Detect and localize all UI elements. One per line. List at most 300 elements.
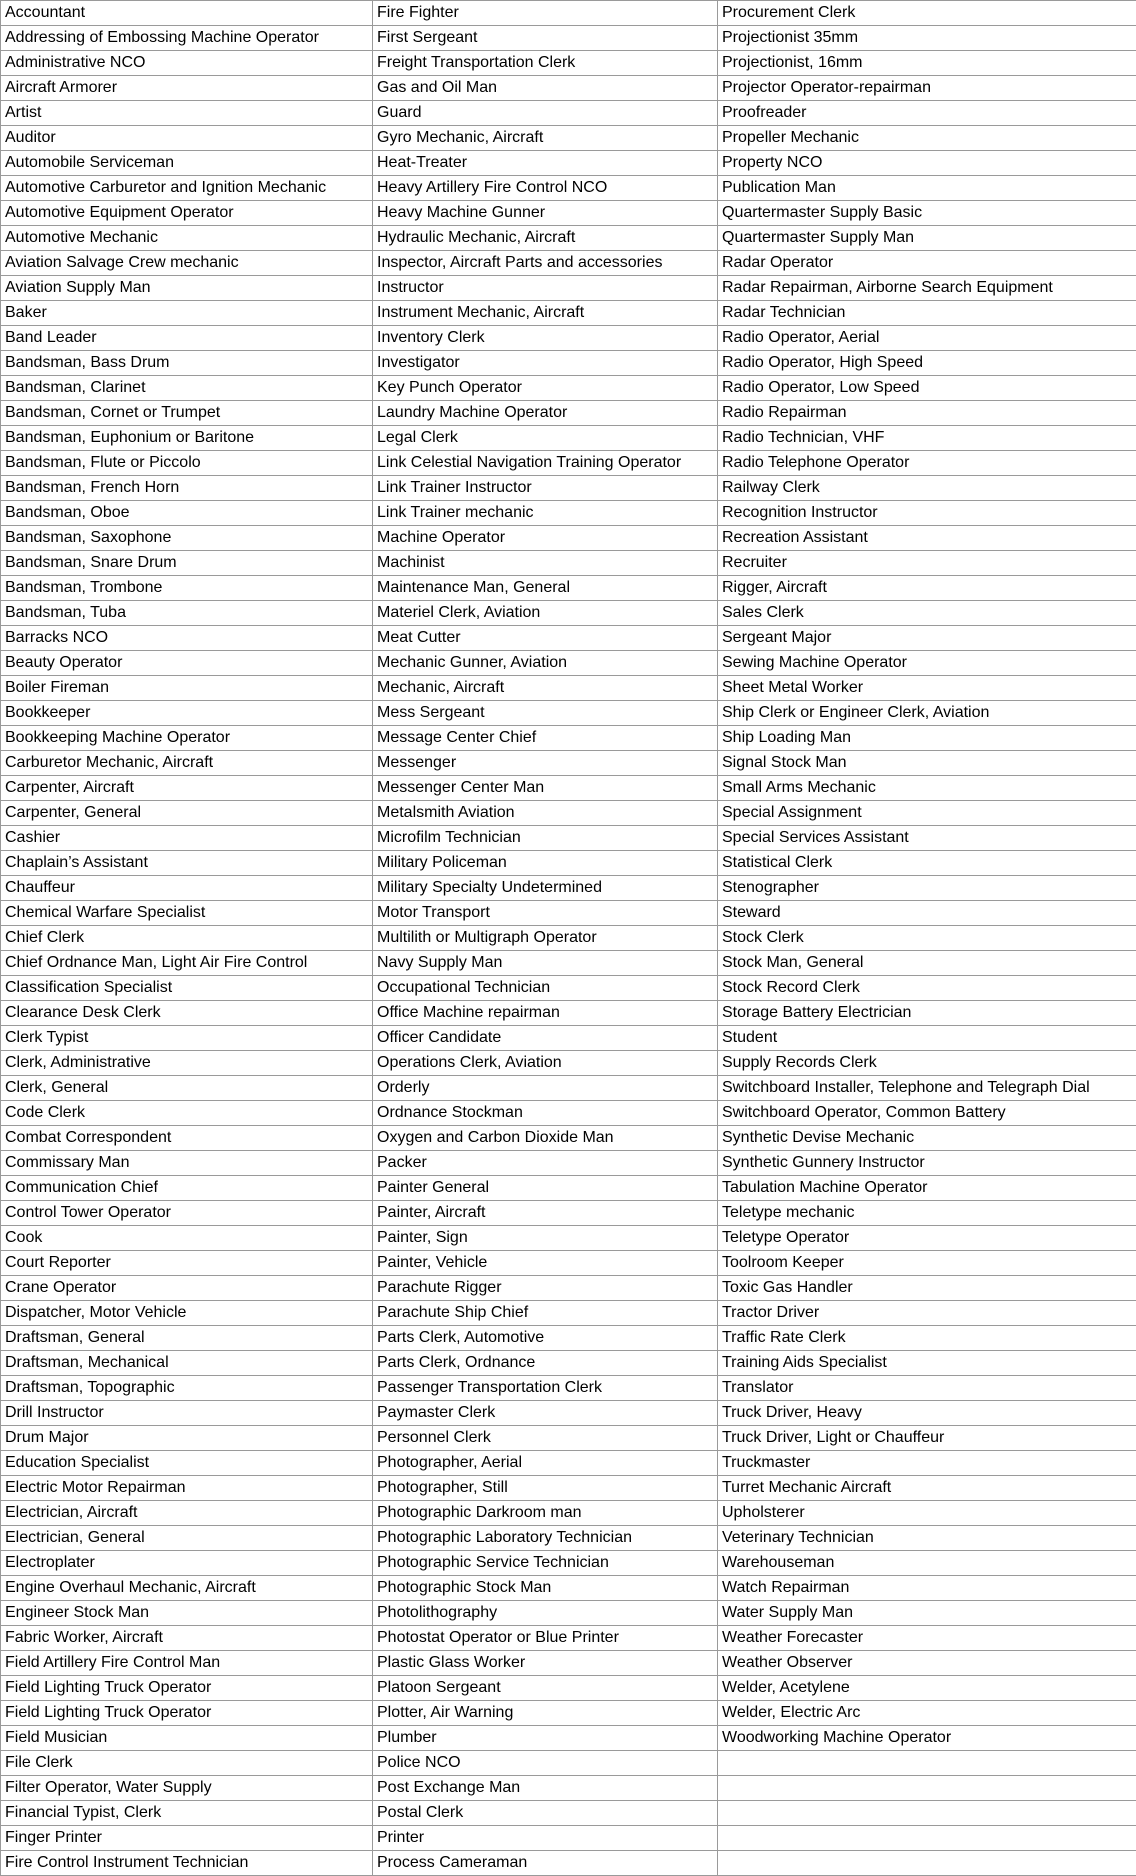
table-row: [1, 876, 1136, 901]
table-cell[interactable]: Platoon Sergeant: [373, 1676, 718, 1701]
table-cell[interactable]: Court Reporter: [1, 1251, 373, 1276]
table-cell[interactable]: Administrative NCO: [1, 51, 373, 76]
table-row: [1, 226, 1136, 251]
table-cell[interactable]: Heat-Treater: [373, 151, 718, 176]
table-cell[interactable]: Special Services Assistant: [718, 826, 1136, 851]
table-cell[interactable]: [718, 1826, 1136, 1851]
table-cell[interactable]: Stock Record Clerk: [718, 976, 1136, 1001]
table-cell[interactable]: Photographic Laboratory Technician: [373, 1526, 718, 1551]
table-cell[interactable]: Recognition Instructor: [718, 501, 1136, 526]
table-cell[interactable]: Multilith or Multigraph Operator: [373, 926, 718, 951]
table-cell[interactable]: Bandsman, Bass Drum: [1, 351, 373, 376]
table-cell[interactable]: Metalsmith Aviation: [373, 801, 718, 826]
table-cell[interactable]: Fabric Worker, Aircraft: [1, 1626, 373, 1651]
table-row: [1, 401, 1136, 426]
table-cell[interactable]: Aircraft Armorer: [1, 76, 373, 101]
table-cell[interactable]: Guard: [373, 101, 718, 126]
table-row: [1, 1251, 1136, 1276]
table-cell[interactable]: Plotter, Air Warning: [373, 1701, 718, 1726]
table-cell[interactable]: Watch Repairman: [718, 1576, 1136, 1601]
table-cell[interactable]: Electric Motor Repairman: [1, 1476, 373, 1501]
table-row: [1, 951, 1136, 976]
table-cell[interactable]: Tabulation Machine Operator: [718, 1176, 1136, 1201]
table-row: [1, 201, 1136, 226]
table-cell[interactable]: Gas and Oil Man: [373, 76, 718, 101]
table-row: [1, 1426, 1136, 1451]
table-cell[interactable]: Parachute Ship Chief: [373, 1301, 718, 1326]
table-cell[interactable]: Auditor: [1, 126, 373, 151]
table-row: [1, 1026, 1136, 1051]
table-row: [1, 1451, 1136, 1476]
table-body: [1, 1, 1136, 1876]
table-row: [1, 776, 1136, 801]
table-row: [1, 351, 1136, 376]
table-row: [1, 976, 1136, 1001]
table-cell[interactable]: Toolroom Keeper: [718, 1251, 1136, 1276]
table-cell[interactable]: Message Center Chief: [373, 726, 718, 751]
table-cell[interactable]: Artist: [1, 101, 373, 126]
table-cell[interactable]: Projectionist, 16mm: [718, 51, 1136, 76]
table-cell[interactable]: Tractor Driver: [718, 1301, 1136, 1326]
table-cell[interactable]: Photographic Stock Man: [373, 1576, 718, 1601]
table-cell[interactable]: Link Trainer Instructor: [373, 476, 718, 501]
table-cell[interactable]: Drum Major: [1, 1426, 373, 1451]
table-cell[interactable]: Student: [718, 1026, 1136, 1051]
table-cell[interactable]: Band Leader: [1, 326, 373, 351]
table-row: [1, 501, 1136, 526]
table-cell[interactable]: Engineer Stock Man: [1, 1601, 373, 1626]
table-cell[interactable]: Clerk Typist: [1, 1026, 373, 1051]
table-cell[interactable]: Personnel Clerk: [373, 1426, 718, 1451]
table-row: [1, 126, 1136, 151]
table-cell[interactable]: Parts Clerk, Ordnance: [373, 1351, 718, 1376]
table-cell[interactable]: Upholsterer: [718, 1501, 1136, 1526]
table-cell[interactable]: Education Specialist: [1, 1451, 373, 1476]
table-cell[interactable]: Weather Observer: [718, 1651, 1136, 1676]
table-row: [1, 601, 1136, 626]
table-row: [1, 1101, 1136, 1126]
table-cell[interactable]: First Sergeant: [373, 26, 718, 51]
table-cell[interactable]: Radio Operator, Low Speed: [718, 376, 1136, 401]
table-cell[interactable]: Engine Overhaul Mechanic, Aircraft: [1, 1576, 373, 1601]
table-cell[interactable]: Steward: [718, 901, 1136, 926]
table-cell[interactable]: [718, 1851, 1136, 1876]
table-cell[interactable]: Baker: [1, 301, 373, 326]
table-cell[interactable]: Storage Battery Electrician: [718, 1001, 1136, 1026]
table-cell[interactable]: Parts Clerk, Automotive: [373, 1326, 718, 1351]
table-cell[interactable]: Chauffeur: [1, 876, 373, 901]
table-cell[interactable]: Radio Technician, VHF: [718, 426, 1136, 451]
table-cell[interactable]: Mechanic Gunner, Aviation: [373, 651, 718, 676]
table-cell[interactable]: Painter, Aircraft: [373, 1201, 718, 1226]
table-cell[interactable]: Painter General: [373, 1176, 718, 1201]
table-cell[interactable]: Mechanic, Aircraft: [373, 676, 718, 701]
table-cell[interactable]: Truck Driver, Light or Chauffeur: [718, 1426, 1136, 1451]
table-cell[interactable]: Bandsman, Flute or Piccolo: [1, 451, 373, 476]
table-row: [1, 1701, 1136, 1726]
table-cell[interactable]: Barracks NCO: [1, 626, 373, 651]
table-cell[interactable]: Switchboard Installer, Telephone and Telegraph Dial: [718, 1076, 1136, 1101]
table-cell[interactable]: Mess Sergeant: [373, 701, 718, 726]
table-cell[interactable]: Chief Clerk: [1, 926, 373, 951]
table-cell[interactable]: Recreation Assistant: [718, 526, 1136, 551]
table-cell[interactable]: Small Arms Mechanic: [718, 776, 1136, 801]
table-cell[interactable]: Woodworking Machine Operator: [718, 1726, 1136, 1751]
table-cell[interactable]: Truck Driver, Heavy: [718, 1401, 1136, 1426]
table-cell[interactable]: Oxygen and Carbon Dioxide Man: [373, 1126, 718, 1151]
table-row: [1, 1651, 1136, 1676]
table-row: [1, 626, 1136, 651]
table-row: [1, 1001, 1136, 1026]
table-row: [1, 1301, 1136, 1326]
table-cell[interactable]: Meat Cutter: [373, 626, 718, 651]
table-row: [1, 1326, 1136, 1351]
table-cell[interactable]: Instrument Mechanic, Aircraft: [373, 301, 718, 326]
table-cell[interactable]: Painter, Sign: [373, 1226, 718, 1251]
table-cell[interactable]: Field Artillery Fire Control Man: [1, 1651, 373, 1676]
table-row: [1, 576, 1136, 601]
table-row: [1, 426, 1136, 451]
table-cell[interactable]: Key Punch Operator: [373, 376, 718, 401]
table-cell[interactable]: Addressing of Embossing Machine Operator: [1, 26, 373, 51]
table-row: [1, 651, 1136, 676]
table-cell[interactable]: Photographer, Aerial: [373, 1451, 718, 1476]
table-row: [1, 1176, 1136, 1201]
table-cell[interactable]: Materiel Clerk, Aviation: [373, 601, 718, 626]
table-cell[interactable]: Drill Instructor: [1, 1401, 373, 1426]
table-cell[interactable]: Post Exchange Man: [373, 1776, 718, 1801]
table-row: [1, 1076, 1136, 1101]
table-cell[interactable]: Railway Clerk: [718, 476, 1136, 501]
table-cell[interactable]: Packer: [373, 1151, 718, 1176]
table-cell[interactable]: Chief Ordnance Man, Light Air Fire Control: [1, 951, 373, 976]
table-cell[interactable]: Code Clerk: [1, 1101, 373, 1126]
table-cell[interactable]: Weather Forecaster: [718, 1626, 1136, 1651]
table-cell[interactable]: Automobile Serviceman: [1, 151, 373, 176]
table-cell[interactable]: Electroplater: [1, 1551, 373, 1576]
table-cell[interactable]: [718, 1801, 1136, 1826]
table-cell[interactable]: Dispatcher, Motor Vehicle: [1, 1301, 373, 1326]
table-cell[interactable]: Control Tower Operator: [1, 1201, 373, 1226]
table-row: [1, 101, 1136, 126]
table-cell[interactable]: Veterinary Technician: [718, 1526, 1136, 1551]
table-cell[interactable]: Bookkeeper: [1, 701, 373, 726]
table-row: [1, 276, 1136, 301]
table-cell[interactable]: Teletype mechanic: [718, 1201, 1136, 1226]
table-row: [1, 701, 1136, 726]
table-cell[interactable]: Photographer, Still: [373, 1476, 718, 1501]
table-row: [1, 326, 1136, 351]
table-cell[interactable]: Bandsman, Clarinet: [1, 376, 373, 401]
table-row: [1, 26, 1136, 51]
table-cell[interactable]: Motor Transport: [373, 901, 718, 926]
table-cell[interactable]: Procurement Clerk: [718, 1, 1136, 26]
table-row: [1, 1751, 1136, 1776]
table-cell[interactable]: Electrician, Aircraft: [1, 1501, 373, 1526]
table-cell[interactable]: Quartermaster Supply Basic: [718, 201, 1136, 226]
table-row: [1, 1201, 1136, 1226]
table-cell[interactable]: Photostat Operator or Blue Printer: [373, 1626, 718, 1651]
table-cell[interactable]: Switchboard Operator, Common Battery: [718, 1101, 1136, 1126]
table-cell[interactable]: Warehouseman: [718, 1551, 1136, 1576]
table-cell[interactable]: Beauty Operator: [1, 651, 373, 676]
table-cell[interactable]: Inventory Clerk: [373, 326, 718, 351]
table-cell[interactable]: Clearance Desk Clerk: [1, 1001, 373, 1026]
table-cell[interactable]: [718, 1776, 1136, 1801]
table-row: [1, 751, 1136, 776]
table-row: [1, 1676, 1136, 1701]
table-cell[interactable]: Maintenance Man, General: [373, 576, 718, 601]
table-row: [1, 676, 1136, 701]
table-cell[interactable]: Special Assignment: [718, 801, 1136, 826]
table-cell[interactable]: Welder, Electric Arc: [718, 1701, 1136, 1726]
table-cell[interactable]: Investigator: [373, 351, 718, 376]
table-cell[interactable]: Military Specialty Undetermined: [373, 876, 718, 901]
table-cell[interactable]: Electrician, General: [1, 1526, 373, 1551]
table-cell[interactable]: Draftsman, Mechanical: [1, 1351, 373, 1376]
table-cell[interactable]: File Clerk: [1, 1751, 373, 1776]
table-row: [1, 551, 1136, 576]
table-cell[interactable]: Sergeant Major: [718, 626, 1136, 651]
table-cell[interactable]: Process Cameraman: [373, 1851, 718, 1876]
table-cell[interactable]: Field Lighting Truck Operator: [1, 1676, 373, 1701]
table-cell[interactable]: Clerk, General: [1, 1076, 373, 1101]
table-cell[interactable]: Photolithography: [373, 1601, 718, 1626]
table-row: [1, 1826, 1136, 1851]
table-cell[interactable]: Bandsman, Euphonium or Baritone: [1, 426, 373, 451]
table-cell[interactable]: Radio Telephone Operator: [718, 451, 1136, 476]
table-cell[interactable]: Supply Records Clerk: [718, 1051, 1136, 1076]
table-cell[interactable]: Plastic Glass Worker: [373, 1651, 718, 1676]
table-cell[interactable]: Instructor: [373, 276, 718, 301]
table-cell[interactable]: Cook: [1, 1226, 373, 1251]
table-row: [1, 1401, 1136, 1426]
table-cell[interactable]: Photographic Darkroom man: [373, 1501, 718, 1526]
table-cell[interactable]: Parachute Rigger: [373, 1276, 718, 1301]
table-cell[interactable]: Teletype Operator: [718, 1226, 1136, 1251]
table-row: [1, 151, 1136, 176]
table-cell[interactable]: Machine Operator: [373, 526, 718, 551]
table-cell[interactable]: Bandsman, French Horn: [1, 476, 373, 501]
table-row: [1, 1726, 1136, 1751]
table-row: [1, 1276, 1136, 1301]
table-row: [1, 901, 1136, 926]
table-cell[interactable]: Field Lighting Truck Operator: [1, 1701, 373, 1726]
table-row: [1, 1151, 1136, 1176]
table-cell[interactable]: Bandsman, Snare Drum: [1, 551, 373, 576]
table-row: [1, 1801, 1136, 1826]
table-cell[interactable]: Photographic Service Technician: [373, 1551, 718, 1576]
table-cell[interactable]: Passenger Transportation Clerk: [373, 1376, 718, 1401]
table-cell[interactable]: Recruiter: [718, 551, 1136, 576]
table-cell[interactable]: Radio Operator, High Speed: [718, 351, 1136, 376]
table-cell[interactable]: Communication Chief: [1, 1176, 373, 1201]
table-cell[interactable]: Turret Mechanic Aircraft: [718, 1476, 1136, 1501]
table-cell[interactable]: Draftsman, Topographic: [1, 1376, 373, 1401]
table-cell[interactable]: Truckmaster: [718, 1451, 1136, 1476]
table-cell[interactable]: Officer Candidate: [373, 1026, 718, 1051]
table-cell[interactable]: Quartermaster Supply Man: [718, 226, 1136, 251]
table-row: [1, 1051, 1136, 1076]
table-cell[interactable]: Heavy Machine Gunner: [373, 201, 718, 226]
table-cell[interactable]: Draftsman, General: [1, 1326, 373, 1351]
table-cell[interactable]: Training Aids Specialist: [718, 1351, 1136, 1376]
table-row: [1, 726, 1136, 751]
table-row: [1, 926, 1136, 951]
table-cell[interactable]: Radar Technician: [718, 301, 1136, 326]
table-cell[interactable]: Radar Repairman, Airborne Search Equipment: [718, 276, 1136, 301]
table-cell[interactable]: Ship Clerk or Engineer Clerk, Aviation: [718, 701, 1136, 726]
table-cell[interactable]: Automotive Mechanic: [1, 226, 373, 251]
table-cell[interactable]: Heavy Artillery Fire Control NCO: [373, 176, 718, 201]
table-cell[interactable]: Traffic Rate Clerk: [718, 1326, 1136, 1351]
table-row: [1, 1601, 1136, 1626]
table-cell[interactable]: Carburetor Mechanic, Aircraft: [1, 751, 373, 776]
table-row: [1, 1351, 1136, 1376]
table-cell[interactable]: Navy Supply Man: [373, 951, 718, 976]
table-cell[interactable]: Clerk, Administrative: [1, 1051, 373, 1076]
table-row: [1, 1476, 1136, 1501]
table-cell[interactable]: Fire Fighter: [373, 1, 718, 26]
table-cell[interactable]: Bookkeeping Machine Operator: [1, 726, 373, 751]
table-cell[interactable]: Office Machine repairman: [373, 1001, 718, 1026]
table-row: [1, 1576, 1136, 1601]
table-cell[interactable]: Projectionist 35mm: [718, 26, 1136, 51]
table-cell[interactable]: Signal Stock Man: [718, 751, 1136, 776]
table-cell[interactable]: Ship Loading Man: [718, 726, 1136, 751]
table-cell[interactable]: Sales Clerk: [718, 601, 1136, 626]
table-cell[interactable]: Fire Control Instrument Technician: [1, 1851, 373, 1876]
table-cell[interactable]: Bandsman, Tuba: [1, 601, 373, 626]
table-cell[interactable]: Chaplain’s Assistant: [1, 851, 373, 876]
table-row: [1, 1376, 1136, 1401]
table-cell[interactable]: Messenger Center Man: [373, 776, 718, 801]
table-cell[interactable]: Statistical Clerk: [718, 851, 1136, 876]
table-cell[interactable]: Plumber: [373, 1726, 718, 1751]
table-cell[interactable]: Microfilm Technician: [373, 826, 718, 851]
table-cell[interactable]: Machinist: [373, 551, 718, 576]
table-row: [1, 451, 1136, 476]
table-cell[interactable]: Accountant: [1, 1, 373, 26]
table-cell[interactable]: Bandsman, Trombone: [1, 576, 373, 601]
table-cell[interactable]: Commissary Man: [1, 1151, 373, 1176]
table-cell[interactable]: Carpenter, General: [1, 801, 373, 826]
table-cell[interactable]: Water Supply Man: [718, 1601, 1136, 1626]
table-row: [1, 1626, 1136, 1651]
table-row: [1, 1501, 1136, 1526]
table-cell[interactable]: [718, 1751, 1136, 1776]
table-row: [1, 251, 1136, 276]
table-cell[interactable]: Laundry Machine Operator: [373, 401, 718, 426]
table-cell[interactable]: Crane Operator: [1, 1276, 373, 1301]
table-row: [1, 526, 1136, 551]
table-row: [1, 376, 1136, 401]
table-cell[interactable]: Gyro Mechanic, Aircraft: [373, 126, 718, 151]
table-cell[interactable]: Freight Transportation Clerk: [373, 51, 718, 76]
table-row: [1, 176, 1136, 201]
table-cell[interactable]: Synthetic Gunnery Instructor: [718, 1151, 1136, 1176]
table-cell[interactable]: Ordnance Stockman: [373, 1101, 718, 1126]
table-cell[interactable]: Hydraulic Mechanic, Aircraft: [373, 226, 718, 251]
table-cell[interactable]: Property NCO: [718, 151, 1136, 176]
table-cell[interactable]: Filter Operator, Water Supply: [1, 1776, 373, 1801]
table-cell[interactable]: Carpenter, Aircraft: [1, 776, 373, 801]
table-cell[interactable]: Operations Clerk, Aviation: [373, 1051, 718, 1076]
table-cell[interactable]: Stenographer: [718, 876, 1136, 901]
table-row: [1, 1226, 1136, 1251]
table-cell[interactable]: Synthetic Devise Mechanic: [718, 1126, 1136, 1151]
table-cell[interactable]: Proofreader: [718, 101, 1136, 126]
table-row: [1, 1551, 1136, 1576]
table-cell[interactable]: Toxic Gas Handler: [718, 1276, 1136, 1301]
table-cell[interactable]: Translator: [718, 1376, 1136, 1401]
table-cell[interactable]: Printer: [373, 1826, 718, 1851]
table-cell[interactable]: Bandsman, Cornet or Trumpet: [1, 401, 373, 426]
table-cell[interactable]: Orderly: [373, 1076, 718, 1101]
table-cell[interactable]: Projector Operator-repairman: [718, 76, 1136, 101]
table-cell[interactable]: Messenger: [373, 751, 718, 776]
table-cell[interactable]: Postal Clerk: [373, 1801, 718, 1826]
table-cell[interactable]: Stock Man, General: [718, 951, 1136, 976]
table-cell[interactable]: Publication Man: [718, 176, 1136, 201]
table-cell[interactable]: Bandsman, Saxophone: [1, 526, 373, 551]
table-row: [1, 1851, 1136, 1876]
table-cell[interactable]: Bandsman, Oboe: [1, 501, 373, 526]
table-cell[interactable]: Radar Operator: [718, 251, 1136, 276]
table-cell[interactable]: Sewing Machine Operator: [718, 651, 1136, 676]
table-cell[interactable]: Field Musician: [1, 1726, 373, 1751]
table-cell[interactable]: Stock Clerk: [718, 926, 1136, 951]
table-cell[interactable]: Cashier: [1, 826, 373, 851]
table-cell[interactable]: Police NCO: [373, 1751, 718, 1776]
table-cell[interactable]: Financial Typist, Clerk: [1, 1801, 373, 1826]
table-row: [1, 1, 1136, 26]
table-cell[interactable]: Classification Specialist: [1, 976, 373, 1001]
table-cell[interactable]: Legal Clerk: [373, 426, 718, 451]
table-cell[interactable]: Painter, Vehicle: [373, 1251, 718, 1276]
table-row: [1, 51, 1136, 76]
table-cell[interactable]: Link Celestial Navigation Training Operator: [373, 451, 718, 476]
table-row: [1, 851, 1136, 876]
table-cell[interactable]: Radio Repairman: [718, 401, 1136, 426]
table-row: [1, 76, 1136, 101]
table-cell[interactable]: Inspector, Aircraft Parts and accessories: [373, 251, 718, 276]
table-cell[interactable]: Automotive Equipment Operator: [1, 201, 373, 226]
table-cell[interactable]: Sheet Metal Worker: [718, 676, 1136, 701]
table-row: [1, 476, 1136, 501]
table-cell[interactable]: Finger Printer: [1, 1826, 373, 1851]
table-row: [1, 1126, 1136, 1151]
table-cell[interactable]: Rigger, Aircraft: [718, 576, 1136, 601]
table-cell[interactable]: Link Trainer mechanic: [373, 501, 718, 526]
table-cell[interactable]: Automotive Carburetor and Ignition Mechanic: [1, 176, 373, 201]
table-row: [1, 801, 1136, 826]
table-row: [1, 826, 1136, 851]
table-cell[interactable]: Propeller Mechanic: [718, 126, 1136, 151]
table-cell[interactable]: Military Policeman: [373, 851, 718, 876]
table-cell[interactable]: Boiler Fireman: [1, 676, 373, 701]
table-cell[interactable]: Chemical Warfare Specialist: [1, 901, 373, 926]
table-row: [1, 1526, 1136, 1551]
table-cell[interactable]: Welder, Acetylene: [718, 1676, 1136, 1701]
table-cell[interactable]: Radio Operator, Aerial: [718, 326, 1136, 351]
table-cell[interactable]: Paymaster Clerk: [373, 1401, 718, 1426]
table-cell[interactable]: Combat Correspondent: [1, 1126, 373, 1151]
table-cell[interactable]: Occupational Technician: [373, 976, 718, 1001]
table-cell[interactable]: Aviation Supply Man: [1, 276, 373, 301]
table-cell[interactable]: Aviation Salvage Crew mechanic: [1, 251, 373, 276]
table-row: [1, 301, 1136, 326]
